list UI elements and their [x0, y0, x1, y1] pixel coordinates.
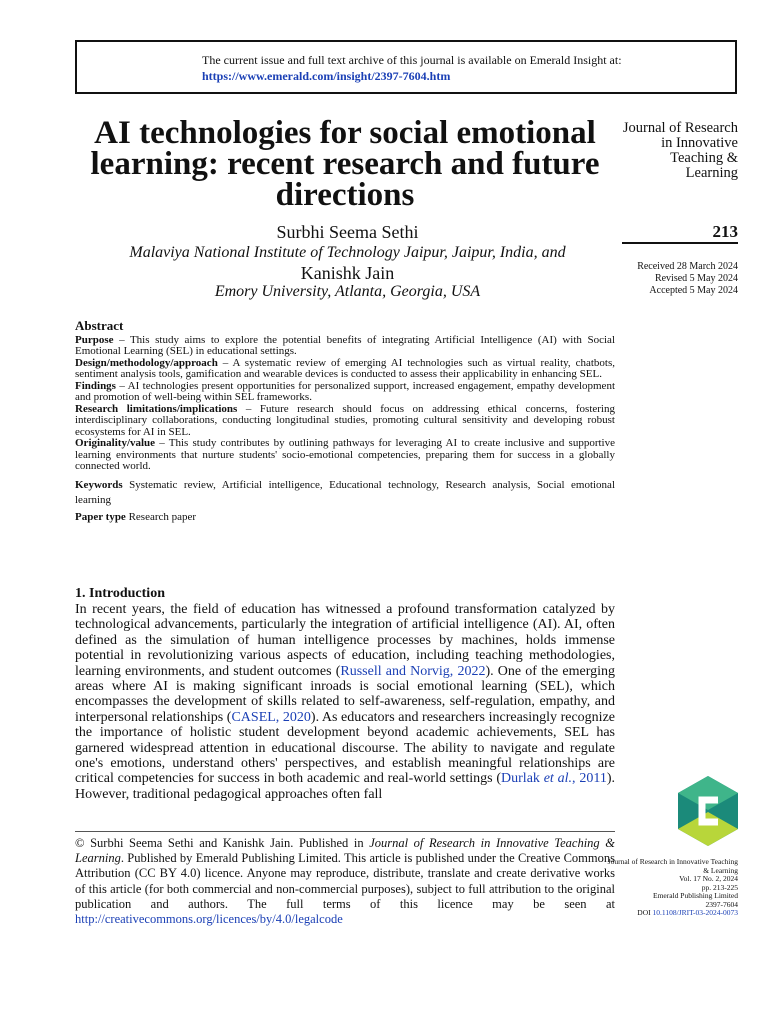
section-heading-introduction: 1. Introduction: [75, 586, 165, 601]
purpose-label: Purpose: [75, 333, 114, 346]
pub-pages: pp. 213-225: [701, 882, 738, 892]
abstract-originality: [75, 438, 615, 473]
article-dates: [600, 261, 738, 297]
abstract-section: [75, 320, 615, 525]
citation-russell-norvig[interactable]: Russell and Norvig, 2022: [340, 663, 486, 679]
keywords-label: Keywords: [75, 478, 123, 491]
license-footnote: [75, 836, 615, 927]
paper-type-label: Paper type: [75, 510, 126, 523]
abstract-heading: Abstract: [75, 318, 124, 333]
license-paragraph: [75, 836, 615, 927]
citation-durlak[interactable]: [501, 771, 607, 786]
revised-date: Revised 5 May 2024: [654, 273, 738, 284]
design-text: – A systematic review of emerging AI technologies such as virtual reality, chatbots, sentiment analysis tools, gamification and wearable devices is conducted to assess their applicability in enhancing SEL.: [75, 356, 615, 380]
pub-doi-link[interactable]: 10.1108/JRIT-03-2024-0073: [652, 908, 738, 917]
purpose-text: – This study aims to explore the potential benefits of integrating Artificial Intelligence (AI) with Social Emotional Learning (SEL) in educational settings.: [75, 333, 615, 357]
publication-info: [600, 858, 738, 918]
limitations-text: – Future research should focus on addressing ethical concerns, fostering interdisciplinary collaborations, conducting longitudinal studies, promoting cultural sensitivity and developing robust ecosystems for AI in SEL.: [75, 402, 615, 438]
citation-durlak-year: , 2011: [572, 771, 607, 787]
abstract-design: [75, 358, 615, 381]
license-text-1: © Surbhi Seema Sethi and Kanishk Jain. Published in: [75, 836, 370, 850]
abstract-findings: [75, 381, 615, 404]
article-title: AI technologies for social emotional learning: recent research and future directions: [90, 115, 600, 213]
abstract-paper-type: [75, 510, 615, 525]
pub-publisher: Emerald Publishing Limited: [653, 891, 738, 900]
keywords-text: Systematic review, Artificial intelligence, Educational technology, Research analysis, Social emotional learning: [75, 478, 615, 506]
limitations-label: Research limitations/implications: [75, 402, 238, 415]
intro-text-2: ). One of the emerging areas where AI is making significant inroads is social emotional learning (SEL), which encompasses the development of skills related to self-awareness, self-regulation, empathy, and interpersonal relationships (: [75, 663, 615, 725]
author-1: Surbhi Seema Sethi: [276, 222, 419, 242]
citation-casel[interactable]: CASEL, 2020: [231, 709, 311, 725]
pub-doi-label: DOI: [637, 908, 651, 917]
accepted-date: Accepted 5 May 2024: [649, 285, 738, 296]
archive-notice-text: The current issue and full text archive of this journal is available on Emerald Insight at:: [202, 53, 622, 67]
paper-type-text: Research paper: [125, 510, 197, 523]
sidebar-rule: [622, 242, 738, 244]
findings-text: – AI technologies present opportunities for personalized support, increased engagement, empathy development and promotion of well-being within SEL frameworks.: [75, 379, 615, 403]
abstract-purpose: [75, 335, 615, 358]
findings-label: Findings: [75, 379, 116, 392]
license-journal-name: Journal of Research in Innovative Teaching & Learning: [75, 836, 615, 866]
citation-durlak-author: Durlak: [501, 771, 544, 787]
pub-doi: [600, 909, 738, 918]
abstract-keywords: [75, 478, 615, 508]
page-number: 213: [712, 222, 738, 241]
archive-notice-box: [75, 40, 737, 94]
originality-label: Originality/value: [75, 437, 156, 449]
originality-text: – This study contributes by outlining pathways for leveraging AI to create inclusive and supportive learning environments that nurture students' socio-emotional competencies, preparing them for success in a globally connected world.: [75, 437, 615, 472]
pub-volume: Vol. 17 No. 2, 2024: [679, 874, 738, 883]
intro-text-3: ). As educators and researchers increasingly recognize the importance of holistic student development beyond academic achievements, SEL has garnered widespread attention in educational discourse. The ability to navigate and regulate one's emotions, understand others' perspectives, and establish meaningful relationships are critical competencies for success in both academic and real-world settings (: [75, 709, 616, 787]
footnote-rule: [75, 831, 615, 832]
citation-durlak-etal: et al.: [543, 771, 573, 787]
design-label: Design/methodology/approach: [75, 356, 218, 369]
received-date: Received 28 March 2024: [637, 261, 738, 272]
affiliation-1: Malaviya National Institute of Technology Jaipur, Jaipur, India, and: [129, 244, 566, 261]
journal-name: Journal of Research in Innovative Teaching & Learning: [622, 120, 738, 181]
pub-issn: 2397-7604: [705, 899, 738, 909]
license-text-2: . Published by Emerald Publishing Limited. This article is published under the Creative Commons Attribution (CC BY 4.0) licence. Anyone may reproduce, distribute, translate and create derivative works of this article (for both commercial and non-commercial purposes), subject to full attribution to the original publication and authors. The full terms of this licence may be seen at: [75, 851, 615, 911]
abstract-limitations: [75, 404, 615, 439]
introduction-body: [75, 602, 615, 802]
introduction-paragraph: [75, 602, 615, 802]
archive-url-link[interactable]: https://www.emerald.com/insight/2397-7604.htm: [202, 69, 451, 83]
intro-text-4: ). However, traditional pedagogical approaches often fall: [75, 771, 615, 802]
intro-text-1: In recent years, the field of education has witnessed a profound transformation catalyzed by technological advancements, particularly the integration of artificial intelligence (AI). AI, often defined as the simulation of human intelligence processes by machines, holds immense potential in revolutionizing various aspects of education, including teaching methodologies, learning environments, and student outcomes (: [75, 602, 615, 679]
crossmark-logo-icon[interactable]: [678, 776, 738, 846]
license-url-link[interactable]: http://creativecommons.org/licences/by/4.0/legalcode: [75, 912, 343, 927]
pub-journal-name: Journal of Research in Innovative Teaching & Learning: [607, 857, 738, 875]
author-2: Kanishk Jain: [300, 263, 395, 283]
affiliation-2: Emory University, Atlanta, Georgia, USA: [214, 283, 481, 300]
